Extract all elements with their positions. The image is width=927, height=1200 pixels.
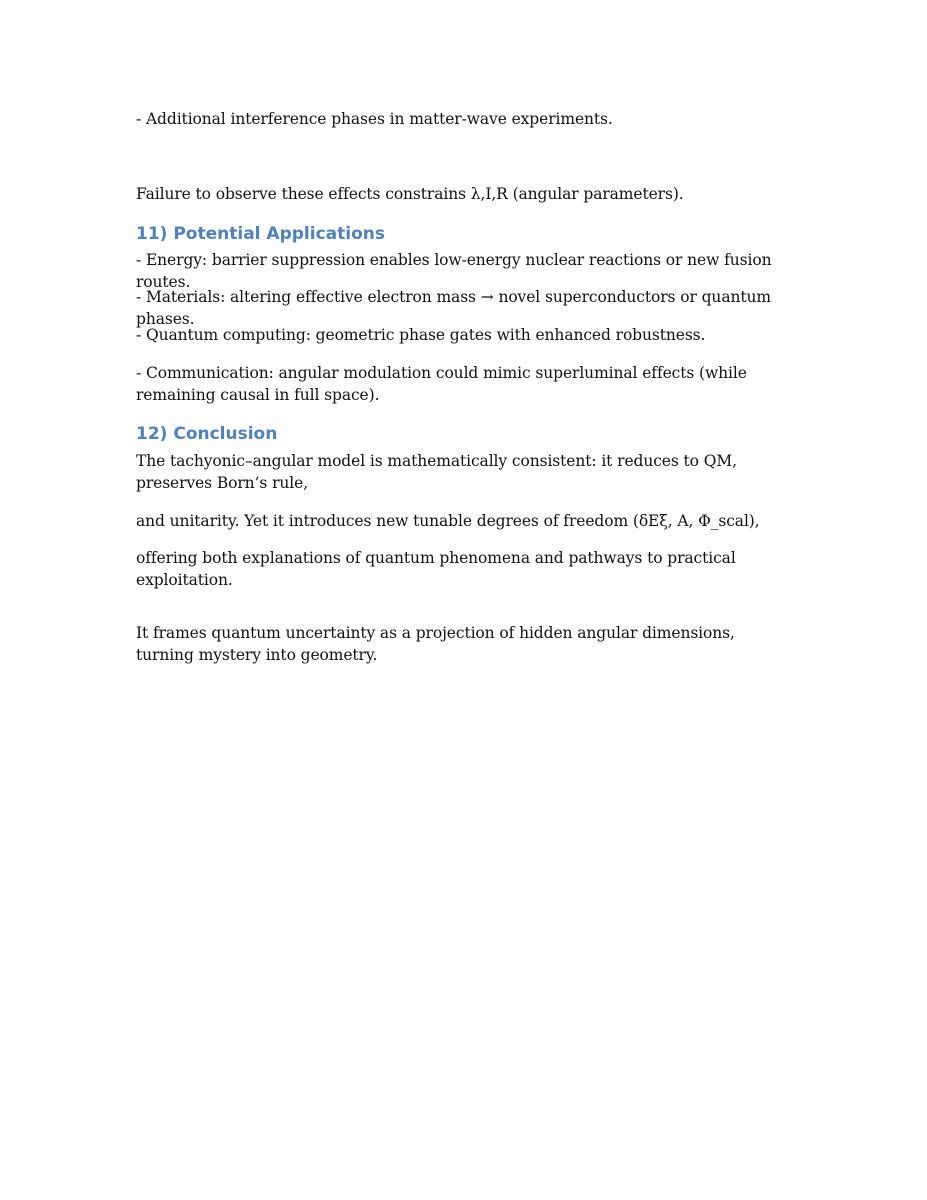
- application-materials: - Materials: altering effective electron mass → novel superconductors or quantum phases.: [136, 288, 771, 328]
- interference-phases-line: - Additional interference phases in matter-wave experiments.: [136, 110, 613, 128]
- conclusion-paragraph-2: and unitarity. Yet it introduces new tunable degrees of freedom (δEξ, A, Φ_scal),: [136, 512, 760, 530]
- constraints-line: Failure to observe these effects constrains λ,I,R (angular parameters).: [136, 185, 684, 203]
- conclusion-paragraph-4: It frames quantum uncertainty as a projection of hidden angular dimensions, turning mystery into geometry.: [136, 624, 735, 664]
- conclusion-paragraph-3: offering both explanations of quantum phenomena and pathways to practical exploitation.: [136, 549, 736, 589]
- application-quantum-computing: - Quantum computing: geometric phase gates with enhanced robustness.: [136, 326, 706, 344]
- conclusion-paragraph-1: The tachyonic–angular model is mathematically consistent: it reduces to QM, preserves Born’s rule,: [136, 452, 737, 492]
- application-communication: - Communication: angular modulation could mimic superluminal effects (while remaining causal in full space).: [136, 364, 747, 404]
- section-heading-conclusion: 12) Conclusion: [136, 424, 278, 444]
- application-energy: - Energy: barrier suppression enables low-energy nuclear reactions or new fusion routes.: [136, 251, 772, 291]
- section-heading-applications: 11) Potential Applications: [136, 224, 385, 244]
